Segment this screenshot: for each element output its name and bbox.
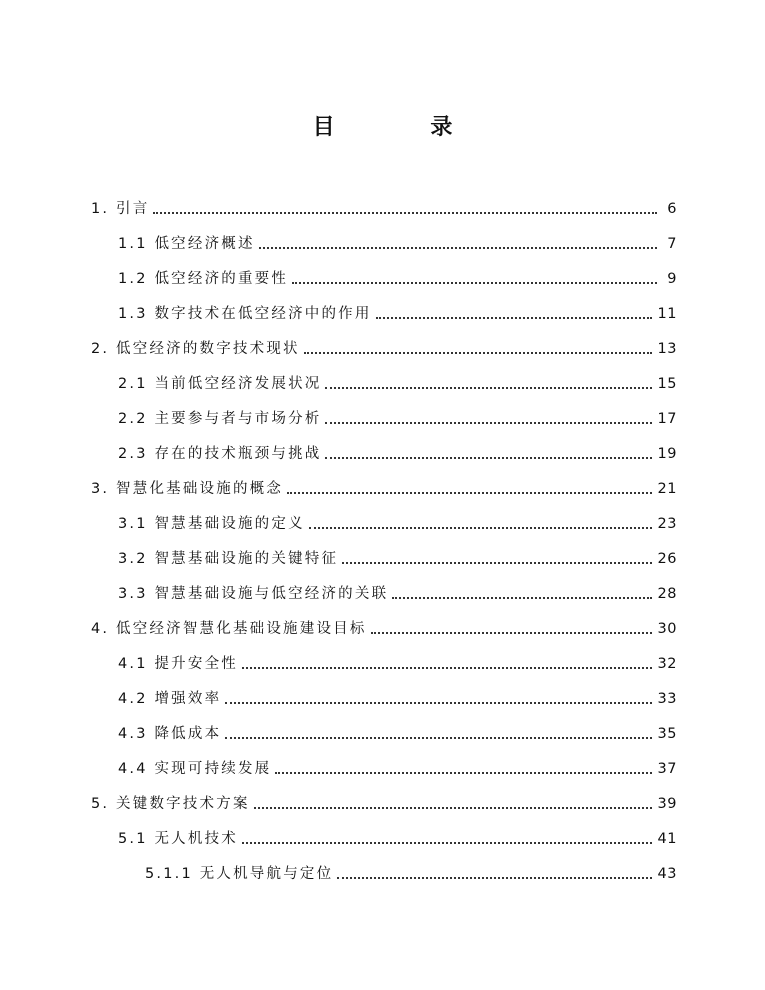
toc-entry-page: 32 [657, 656, 677, 672]
toc-entry[interactable] [118, 713, 677, 743]
toc-entry[interactable] [91, 783, 677, 813]
toc-entry[interactable] [118, 538, 677, 568]
toc-entry-page: 17 [657, 411, 677, 427]
toc-entry-label: 3.3 智慧基础设施与低空经济的关联 [118, 586, 389, 602]
toc-entry[interactable] [118, 223, 677, 253]
toc-entry-page: 26 [657, 551, 677, 567]
toc-entry-label: 1.1 低空经济概述 [118, 236, 255, 252]
dot-leader [304, 352, 652, 354]
toc-entry[interactable] [118, 258, 677, 288]
toc-entry-label: 2.2 主要参与者与市场分析 [118, 411, 322, 427]
toc-entry-page: 43 [657, 866, 677, 882]
dot-leader [325, 387, 651, 389]
dot-leader [337, 877, 651, 879]
toc-entry[interactable] [91, 468, 677, 498]
toc-entry-label: 1.3 数字技术在低空经济中的作用 [118, 306, 372, 322]
toc-entry-label: 3.1 智慧基础设施的定义 [118, 516, 305, 532]
dot-leader [254, 807, 652, 809]
dot-leader [225, 737, 651, 739]
dot-leader [371, 632, 652, 634]
dot-leader [287, 492, 652, 494]
toc-entry-page: 37 [657, 761, 677, 777]
dot-leader [376, 317, 652, 319]
dot-leader [342, 562, 651, 564]
toc-entry[interactable] [118, 503, 677, 533]
toc-entry-label: 3.2 智慧基础设施的关键特征 [118, 551, 339, 567]
toc-entry[interactable] [145, 853, 677, 883]
toc-entry-label: 2.1 当前低空经济发展状况 [118, 376, 322, 392]
toc-entry-page: 28 [657, 586, 677, 602]
toc-entry-label: 4.3 降低成本 [118, 726, 222, 742]
toc-entry-label: 4.2 增强效率 [118, 691, 222, 707]
toc-entry-label: 4. 低空经济智慧化基础设施建设目标 [91, 621, 367, 637]
toc-entry[interactable] [91, 328, 677, 358]
dot-leader [392, 597, 651, 599]
toc-entry[interactable] [118, 678, 677, 708]
dot-leader [309, 527, 652, 529]
toc-entry-page: 23 [657, 516, 677, 532]
toc-entry-page: 39 [657, 796, 677, 812]
toc-entry-page: 6 [667, 201, 677, 217]
toc-entry-label: 5. 关键数字技术方案 [91, 796, 250, 812]
toc-entry[interactable] [118, 818, 677, 848]
dot-leader [225, 702, 651, 704]
toc-entry-page: 19 [657, 446, 677, 462]
toc-entry-label: 1. 引言 [91, 201, 150, 217]
toc-entry[interactable] [118, 293, 677, 323]
toc-entry[interactable] [118, 433, 677, 463]
toc-entry-page: 7 [667, 236, 677, 252]
toc-entry-page: 30 [657, 621, 677, 637]
toc-entry-page: 41 [657, 831, 677, 847]
dot-leader [242, 842, 652, 844]
toc-entry-page: 9 [667, 271, 677, 287]
toc-entry[interactable] [118, 748, 677, 778]
dot-leader [325, 422, 651, 424]
toc-entry-page: 21 [657, 481, 677, 497]
toc-entry-page: 35 [657, 726, 677, 742]
toc-entry-page: 13 [657, 341, 677, 357]
dot-leader [292, 282, 657, 284]
toc-entry-page: 15 [657, 376, 677, 392]
toc-entry[interactable] [118, 363, 677, 393]
toc-entry-label: 5.1.1 无人机导航与定位 [145, 866, 334, 882]
toc-entry-page: 33 [657, 691, 677, 707]
toc-entry-page: 11 [657, 306, 677, 322]
toc-entry[interactable] [118, 643, 677, 673]
toc-entry[interactable] [91, 188, 677, 218]
toc-entry-label: 1.2 低空经济的重要性 [118, 271, 289, 287]
toc-entry-label: 2. 低空经济的数字技术现状 [91, 341, 300, 357]
dot-leader [153, 212, 657, 214]
dot-leader [259, 247, 657, 249]
dot-leader [275, 772, 651, 774]
toc-entry[interactable] [91, 608, 677, 638]
dot-leader [242, 667, 652, 669]
toc-entry-label: 5.1 无人机技术 [118, 831, 238, 847]
dot-leader [325, 457, 651, 459]
toc-title: 目 录 [312, 115, 497, 140]
toc-entry-label: 3. 智慧化基础设施的概念 [91, 481, 284, 497]
toc-entry[interactable] [118, 573, 677, 603]
toc-entry-label: 4.1 提升安全性 [118, 656, 238, 672]
toc-entry[interactable] [118, 398, 677, 428]
toc-entry-label: 2.3 存在的技术瓶颈与挑战 [118, 446, 322, 462]
toc-entry-label: 4.4 实现可持续发展 [118, 761, 272, 777]
